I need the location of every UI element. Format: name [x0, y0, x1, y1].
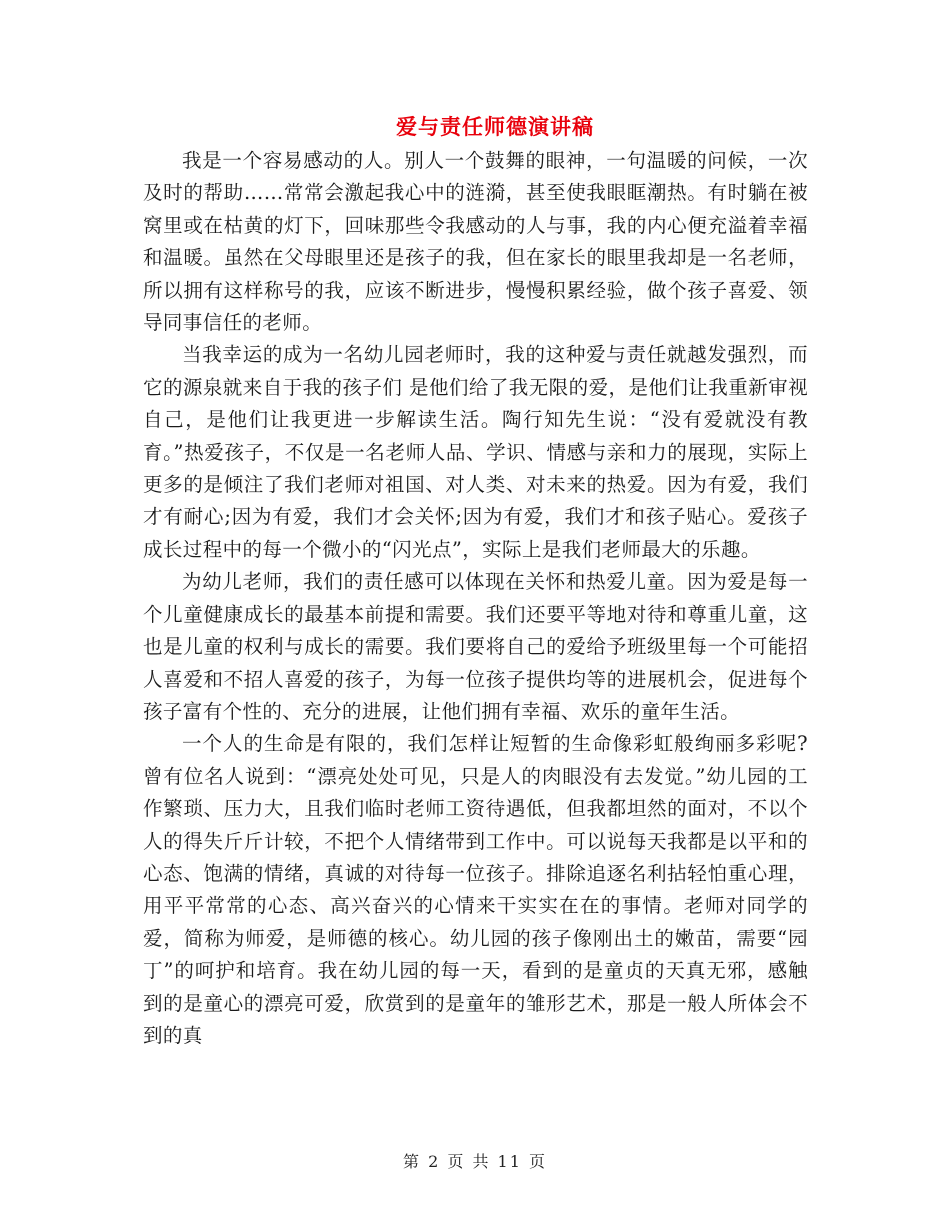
document-title: 爱与责任师德演讲稿	[396, 114, 594, 139]
paragraph-4: 一个人的生命是有限的，我们怎样让短暂的生命像彩虹般绚丽多彩呢?曾有位名人说到：“漂亮处处可见，只是人的肉眼没有去发觉。”幼儿园的工作繁琐、压力大，且我们临时老师工资待遇低，但我都坦然的面对，不以个人的得失斤斤计较，不把个人情绪带到工作中。可以说每天我都是以平和的心态、饱满的情绪，真诚的对待每一位孩子。排除追逐名利拈轻怕重心理，用平平常常的心态、高兴奋兴的心情来干实实在在的事情。老师对同学的爱，简称为师爱，是师德的核心。幼儿园的孩子像刚出土的嫩苗，需要“园丁”的呵护和培育。我在幼儿园的每一天，看到的是童贞的天真无邪，感触到的是童心的漂亮可爱，欣赏到的是童年的雏形艺术，那是一般人所体会不到的真	[143, 732, 808, 1047]
document-body	[143, 145, 808, 1052]
paragraph-1: 我是一个容易感动的人。别人一个鼓舞的眼神，一句温暖的问候，一次及时的帮助……常常会激起我心中的涟漪，甚至使我眼眶潮热。有时躺在被窝里或在枯黄的灯下，回味那些令我感动的人与事，我的内心便充溢着幸福和温暖。虽然在父母眼里还是孩子的我，但在家长的眼里我却是一名老师，所以拥有这样称号的我，应该不断进步，慢慢积累经验，做个孩子喜爱、领导同事信任的老师。	[143, 149, 808, 335]
page-number-footer: 第 2 页 共 11 页	[403, 1152, 547, 1171]
paragraph-3: 为幼儿老师，我们的责任感可以体现在关怀和热爱儿童。因为爱是每一个儿童健康成长的最基本前提和需要。我们还要平等地对待和尊重儿童，这也是儿童的权利与成长的需要。我们要将自己的爱给予班级里每一个可能招人喜爱和不招人喜爱的孩子，为每一位孩子提供均等的进展机会，促进每个孩子富有个性的、充分的进展，让他们拥有幸福、欢乐的童年生活。	[143, 570, 808, 723]
paragraph-2: 当我幸运的成为一名幼儿园老师时，我的这种爱与责任就越发强烈，而它的源泉就来自于我的孩子们 是他们给了我无限的爱，是他们让我重新审视自己，是他们让我更进一步解读生活。陶行知先生说：“没有爱就没有教育。”热爱孩子，不仅是一名老师人品、学识、情感与亲和力的展现，实际上更多的是倾注了我们老师对祖国、对人类、对未来的热爱。因为有爱，我们才有耐心;因为有爱，我们才会关怀;因为有爱，我们才和孩子贴心。爱孩子成长过程中的每一个微小的“闪光点”，实际上是我们老师最大的乐趣。	[143, 343, 808, 561]
